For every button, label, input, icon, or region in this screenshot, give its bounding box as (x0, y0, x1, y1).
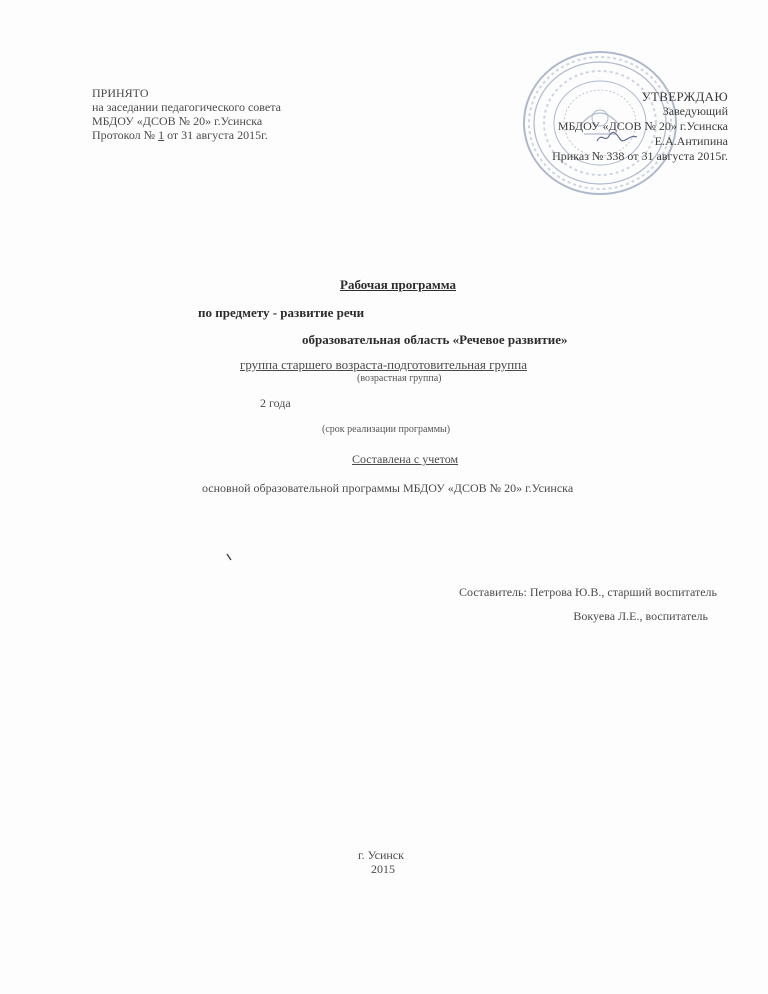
document-basis: основной образовательной программы МБДОУ «ДСОВ № 20» г.Усинска (202, 481, 574, 495)
approve-title: УТВЕРЖДАЮ (641, 89, 728, 104)
document-group-note: (возрастная группа) (357, 373, 442, 384)
protocol-number: 1 (158, 128, 165, 142)
document-years: 2 года (260, 396, 291, 410)
accepted-block (92, 86, 281, 142)
author-primary: Составитель: Петрова Ю.В., старший воспитатель (459, 585, 717, 599)
document-area: образовательная область «Речевое развитие» (302, 332, 568, 347)
footer-city: г. Усинск (358, 848, 404, 862)
accepted-line-council: на заседании педагогического совета (92, 100, 281, 114)
approve-name: Е.А.Антипина (654, 134, 728, 148)
author-secondary: Вокуева Л.Е., воспитатель (573, 609, 708, 623)
footer-year: 2015 (371, 862, 395, 876)
accepted-title: ПРИНЯТО (92, 86, 149, 100)
stray-mark-icon (226, 553, 232, 561)
document-compiled: Составлена с учетом (352, 452, 459, 466)
accepted-line-org: МБДОУ «ДСОВ № 20» г.Усинска (92, 114, 263, 128)
approve-block (552, 89, 728, 164)
approve-order: Приказ № 338 от 31 августа 2015г. (552, 149, 728, 163)
document-years-note: (срок реализации программы) (322, 424, 451, 435)
protocol-prefix: Протокол № (92, 128, 159, 142)
approve-position: Заведующий (662, 104, 728, 118)
accepted-line-protocol (92, 128, 281, 142)
protocol-date: от 31 августа 2015г. (164, 128, 268, 142)
document-group: группа старшего возраста-подготовительная группа (240, 357, 527, 372)
approve-org: МБДОУ «ДСОВ № 20» г.Усинска (557, 119, 728, 133)
document-subject: по предмету - развитие речи (198, 305, 365, 320)
document-title: Рабочая программа (340, 277, 457, 292)
